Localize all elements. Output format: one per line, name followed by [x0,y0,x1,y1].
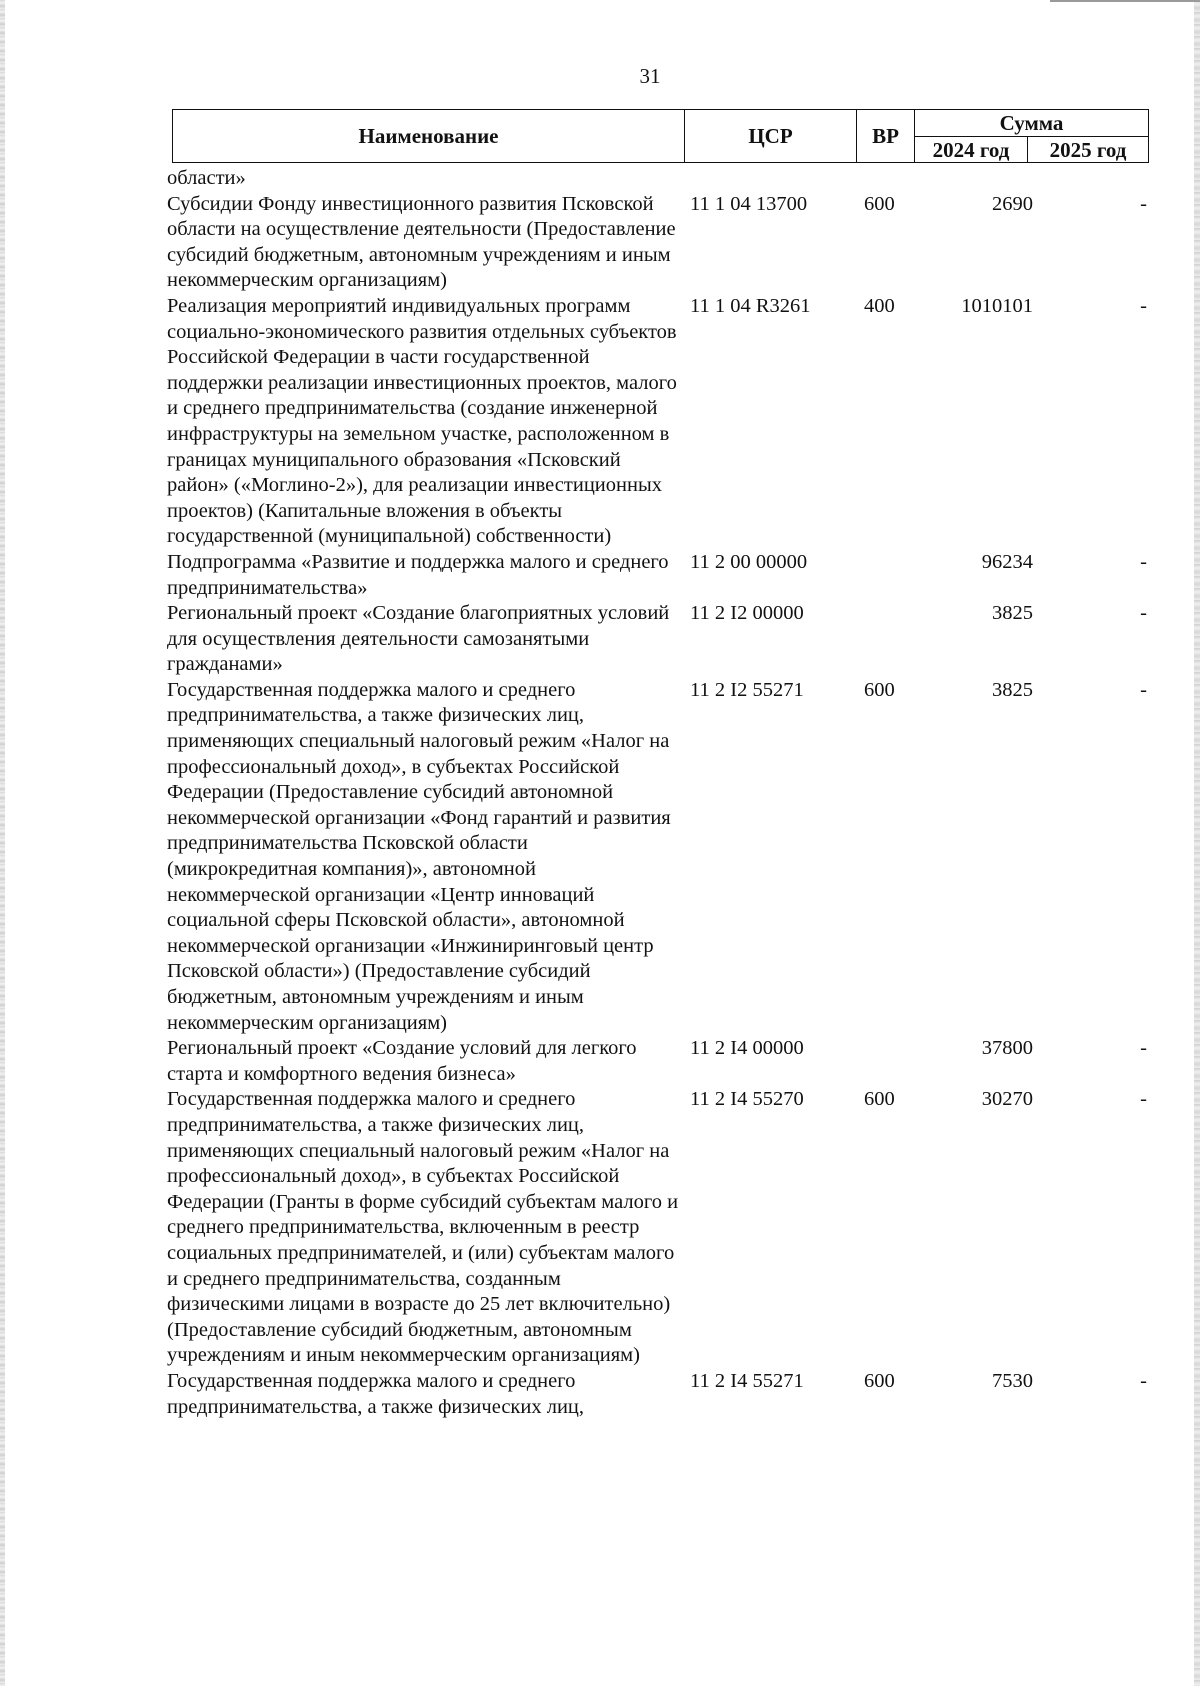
row-2025: - [1140,1037,1147,1060]
row-csr: 11 1 04 13700 [690,192,808,215]
header-year-2024: 2024 год [915,137,1028,163]
table-body [167,166,1147,1420]
table-row [167,678,1147,1036]
table-header [172,109,1149,163]
row-name: Реализация мероприятий индивидуальных программ социально-экономического развития отдельных субъектов Российской Федерации в части государственной поддержки реализации инвестиционных проектов, малого и среднего предпринимательства (создание инженерной инфраструктуры на земельном участке, расположенном в границах муниципального образования «Псковский район» («Моглино-2»), для реализации инвестиционных проектов) (Капитальные вложения в объекты государственной (муниципальной) собственности) [167,294,677,548]
header-sum [915,110,1148,162]
row-vr [864,550,922,601]
header-sum-title: Сумма [915,110,1148,137]
row-2025: - [1140,602,1147,625]
row-2025: - [1140,550,1147,573]
row-name: Государственная поддержка малого и среднего предпринимательства, а также физических лиц, применяющих специальный налоговый режим «Налог на профессиональный доход», в субъектах Российской Федерации (Гранты в форме субсидий субъектам малого и среднего предпринимательства, включенным в реестр социальных предпринимателей, и (или) субъектам малого и среднего предпринимательства, созданным физическими лицами в возрасте до 25 лет включительно) (Предоставление субсидий бюджетным, автономным учреждениям и иным некоммерческим организациям) [167,1088,679,1367]
scan-edge-top [1050,0,1200,2]
row-vr [864,1036,922,1087]
header-years [915,137,1148,163]
row-csr: 11 2 I4 00000 [690,1037,804,1060]
row-name: Подпрограмма «Развитие и поддержка малого и среднего предпринимательства» [167,550,669,599]
row-2024: 37800 [981,1037,1033,1060]
row-2025: - [1140,1088,1147,1111]
header-name: Наименование [173,110,685,162]
row-2025: - [1140,192,1147,215]
row-2024: 7530 [992,1369,1033,1392]
row-2024: 3825 [992,678,1033,701]
page-number-text: 31 [639,64,661,88]
row-name: Государственная поддержка малого и среднего предпринимательства, а также физических лиц, [167,1369,585,1418]
row-name: Субсидии Фонду инвестиционного развития Псковской области на осуществление деятельности (Предоставление субсидий бюджетным, автономным учреждениям и иным некоммерческим организациям) [167,192,676,292]
header-csr: ЦСР [685,110,857,162]
row-vr: 600 [864,192,895,215]
table-row [167,601,1147,678]
row-name: Государственная поддержка малого и среднего предпринимательства, а также физических лиц, применяющих специальный налоговый режим «Налог на профессиональный доход», в субъектах Российской Федерации (Предоставление субсидий автономной некоммерческой организации «Фонд гарантий и развития предпринимательства Псковской области (микрокредитная компания)», автономной некоммерческой организации «Центр инноваций социальной сферы Псковской области», автономной некоммерческой организации «Инжиниринговый центр Псковской области») (Предоставление субсидий бюджетным, автономным учреждениям и иным некоммерческим организациям) [167,678,671,1034]
row-csr: 11 1 04 R3261 [690,294,811,317]
scan-edge-right [1194,0,1200,1686]
row-2025: - [1140,678,1147,701]
row-csr: 11 2 I2 55271 [690,678,804,701]
row-name: Региональный проект «Создание благоприятных условий для осуществления деятельности самозанятыми гражданами» [167,602,670,676]
table-row [167,1369,1147,1420]
table-row [167,294,1147,550]
row-2024: 96234 [981,550,1033,573]
row-csr: 11 2 I2 00000 [690,602,804,625]
header-year-2025: 2025 год [1049,138,1127,162]
row-2024: 2690 [992,192,1033,215]
row-2024: 3825 [992,602,1033,625]
table-row [167,550,1147,601]
row-vr: 600 [864,678,895,701]
row-vr: 600 [864,1369,895,1392]
header-vr: ВР [857,110,915,162]
row-2024: 30270 [981,1088,1033,1111]
row-vr [864,601,922,678]
row-vr: 400 [864,294,895,317]
row-2025: - [1140,294,1147,317]
row-name: Региональный проект «Создание условий для легкого старта и комфортного ведения бизнеса» [167,1037,637,1085]
table-row [167,192,1147,294]
row-csr: 11 2 I4 55271 [690,1369,804,1392]
row-csr: 11 2 I4 55270 [690,1088,804,1111]
row-2025: - [1140,1369,1147,1392]
table-row [167,1036,1147,1087]
row-vr: 600 [864,1088,895,1111]
row-2024: 1010101 [961,294,1033,317]
scan-edge-left [0,0,5,1686]
page-number [0,64,1200,89]
continuation-text: области» [167,167,246,189]
table-row [167,1087,1147,1369]
row-csr: 11 2 00 00000 [690,550,808,573]
